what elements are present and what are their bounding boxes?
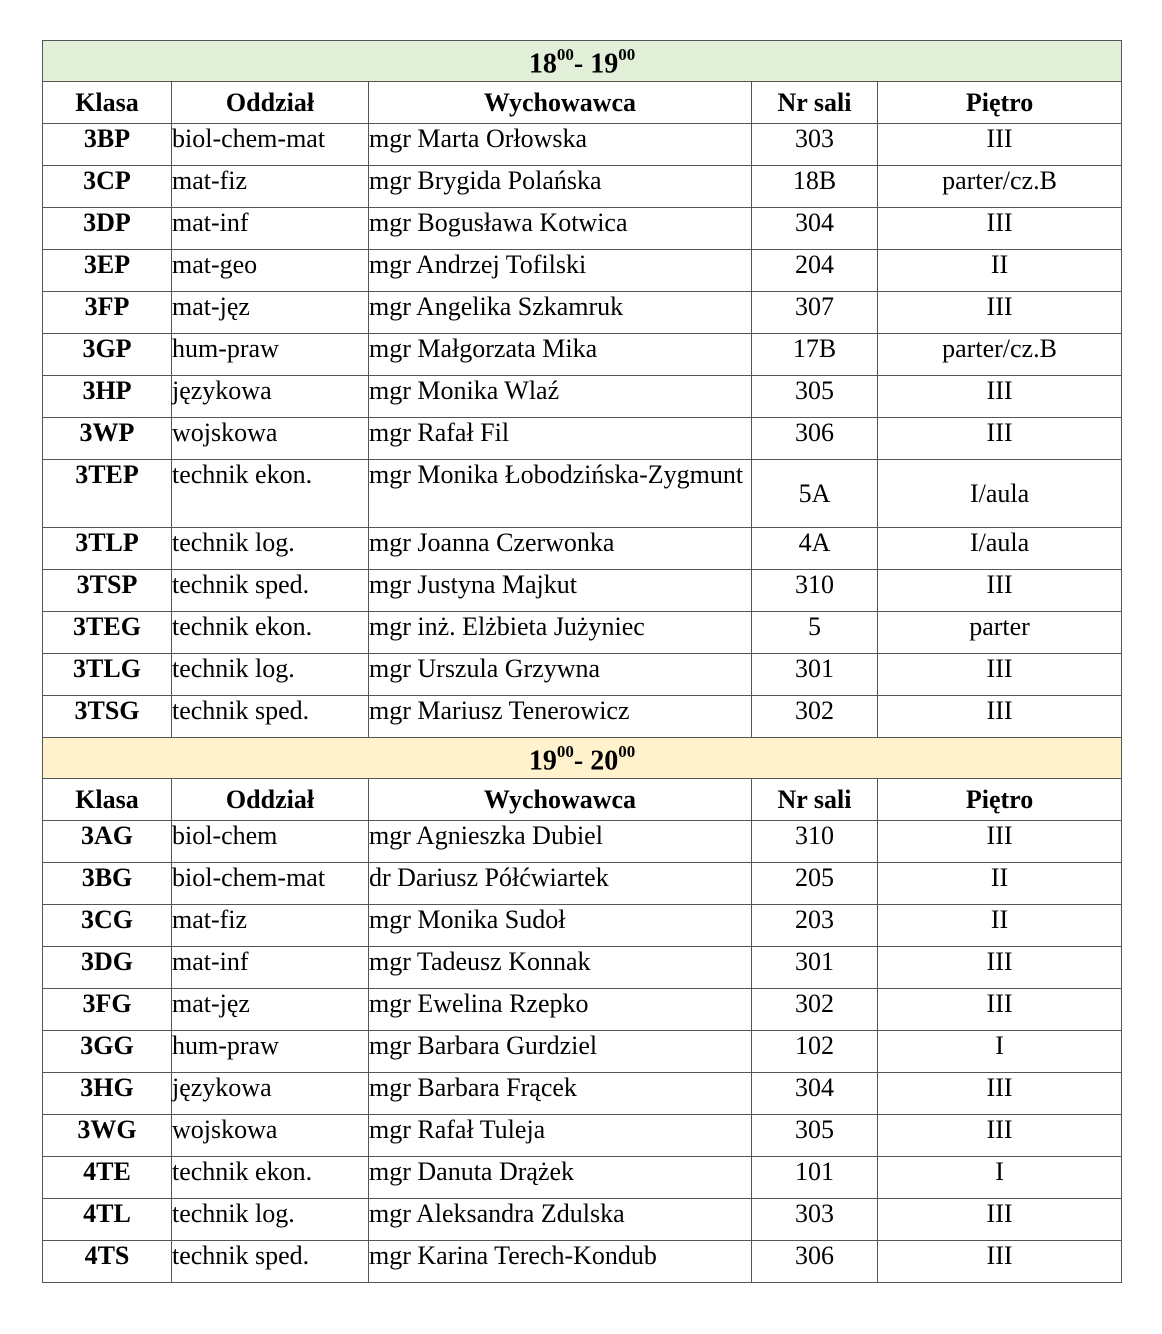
table-row: [43, 292, 1122, 334]
room-cell: 205: [752, 863, 878, 905]
table-row: [43, 208, 1122, 250]
room-cell: 307: [752, 292, 878, 334]
table-row: [43, 1157, 1122, 1199]
division-cell: technik sped.: [172, 570, 369, 612]
time-time-end: 20: [590, 745, 619, 777]
teacher-cell: mgr Andrzej Tofilski: [369, 250, 752, 292]
division-cell: wojskowa: [172, 1115, 369, 1157]
division-cell: językowa: [172, 376, 369, 418]
teacher-cell: mgr Tadeusz Konnak: [369, 947, 752, 989]
header-nr-sali: Nr sali: [752, 779, 878, 821]
class-cell: 3BP: [43, 124, 172, 166]
class-cell: 3TLP: [43, 528, 172, 570]
division-cell: hum-praw: [172, 334, 369, 376]
division-cell: językowa: [172, 1073, 369, 1115]
floor-cell: III: [878, 1241, 1122, 1283]
time-time-end: 19: [590, 48, 619, 80]
header-oddzial: Oddział: [172, 82, 369, 124]
floor-cell: III: [878, 1073, 1122, 1115]
division-cell: hum-praw: [172, 1031, 369, 1073]
room-cell: 302: [752, 696, 878, 738]
floor-cell: III: [878, 1115, 1122, 1157]
division-cell: mat-jęz: [172, 989, 369, 1031]
teacher-cell: mgr Barbara Frącek: [369, 1073, 752, 1115]
teacher-cell: mgr Agnieszka Dubiel: [369, 821, 752, 863]
class-cell: 3TSP: [43, 570, 172, 612]
division-cell: mat-fiz: [172, 905, 369, 947]
room-cell: 102: [752, 1031, 878, 1073]
room-cell: 306: [752, 418, 878, 460]
division-cell: biol-chem-mat: [172, 124, 369, 166]
floor-cell: parter/cz.B: [878, 166, 1122, 208]
class-cell: 4TL: [43, 1199, 172, 1241]
class-cell: 3CP: [43, 166, 172, 208]
class-cell: 3HP: [43, 376, 172, 418]
floor-cell: I/aula: [878, 528, 1122, 570]
time-time-sep: -: [573, 48, 591, 80]
teacher-cell: mgr Ewelina Rzepko: [369, 989, 752, 1031]
floor-cell: II: [878, 905, 1122, 947]
floor-cell: III: [878, 1199, 1122, 1241]
time-time-start: 18: [528, 48, 557, 80]
teacher-cell: mgr Monika Łobodzińska-Zygmunt: [369, 460, 752, 528]
table-row: [43, 334, 1122, 376]
teacher-cell: mgr Rafał Fil: [369, 418, 752, 460]
header-klasa: Klasa: [43, 779, 172, 821]
header-wychowawca: Wychowawca: [369, 779, 752, 821]
time-time-end-sup: 00: [618, 742, 636, 762]
teacher-cell: mgr Joanna Czerwonka: [369, 528, 752, 570]
class-cell: 3HG: [43, 1073, 172, 1115]
floor-cell: parter/cz.B: [878, 334, 1122, 376]
table-row: [43, 696, 1122, 738]
room-cell: 301: [752, 654, 878, 696]
floor-cell: I: [878, 1031, 1122, 1073]
division-cell: technik ekon.: [172, 460, 369, 528]
class-cell: 3TLG: [43, 654, 172, 696]
floor-cell: II: [878, 863, 1122, 905]
room-cell: 304: [752, 208, 878, 250]
header-wychowawca: Wychowawca: [369, 82, 752, 124]
room-cell: 302: [752, 989, 878, 1031]
teacher-cell: mgr Brygida Polańska: [369, 166, 752, 208]
header-oddzial: Oddział: [172, 779, 369, 821]
floor-cell: III: [878, 208, 1122, 250]
division-cell: technik ekon.: [172, 1157, 369, 1199]
division-cell: biol-chem: [172, 821, 369, 863]
division-cell: mat-jęz: [172, 292, 369, 334]
floor-cell: III: [878, 570, 1122, 612]
room-cell: 17B: [752, 334, 878, 376]
floor-cell: III: [878, 947, 1122, 989]
table-row: [43, 250, 1122, 292]
room-cell: 4A: [752, 528, 878, 570]
table-row: [43, 166, 1122, 208]
division-cell: technik log.: [172, 654, 369, 696]
class-cell: 3WP: [43, 418, 172, 460]
table-row: [43, 989, 1122, 1031]
time-range: [43, 41, 1122, 82]
room-cell: 305: [752, 376, 878, 418]
teacher-cell: mgr Barbara Gurdziel: [369, 1031, 752, 1073]
room-cell: 204: [752, 250, 878, 292]
division-cell: mat-geo: [172, 250, 369, 292]
table-row: [43, 460, 1122, 528]
floor-cell: III: [878, 989, 1122, 1031]
table-row: [43, 418, 1122, 460]
class-cell: 4TE: [43, 1157, 172, 1199]
floor-cell: I: [878, 1157, 1122, 1199]
room-cell: 303: [752, 1199, 878, 1241]
table-row: [43, 905, 1122, 947]
schedule-body: [43, 41, 1122, 1283]
room-cell: 306: [752, 1241, 878, 1283]
teacher-cell: mgr Marta Orłowska: [369, 124, 752, 166]
teacher-cell: dr Dariusz Półćwiartek: [369, 863, 752, 905]
header-klasa: Klasa: [43, 82, 172, 124]
room-cell: 301: [752, 947, 878, 989]
class-cell: 3FG: [43, 989, 172, 1031]
floor-cell: III: [878, 821, 1122, 863]
class-cell: 3AG: [43, 821, 172, 863]
schedule-table: [42, 40, 1122, 1283]
room-cell: 310: [752, 821, 878, 863]
room-cell: 203: [752, 905, 878, 947]
floor-cell: III: [878, 292, 1122, 334]
division-cell: wojskowa: [172, 418, 369, 460]
table-row: [43, 612, 1122, 654]
table-row: [43, 654, 1122, 696]
time-time-start: 19: [528, 745, 557, 777]
room-cell: 101: [752, 1157, 878, 1199]
table-row: [43, 528, 1122, 570]
class-cell: 3CG: [43, 905, 172, 947]
teacher-cell: mgr Bogusława Kotwica: [369, 208, 752, 250]
class-cell: 3FP: [43, 292, 172, 334]
header-pietro: Piętro: [878, 779, 1122, 821]
time-range: [43, 738, 1122, 779]
table-row: [43, 863, 1122, 905]
floor-cell: III: [878, 124, 1122, 166]
class-cell: 3DP: [43, 208, 172, 250]
room-cell: 5: [752, 612, 878, 654]
division-cell: technik sped.: [172, 1241, 369, 1283]
teacher-cell: mgr Danuta Drążek: [369, 1157, 752, 1199]
class-cell: 3EP: [43, 250, 172, 292]
room-cell: 310: [752, 570, 878, 612]
teacher-cell: mgr Urszula Grzywna: [369, 654, 752, 696]
table-row: [43, 821, 1122, 863]
time-time-sep: -: [573, 745, 591, 777]
floor-cell: II: [878, 250, 1122, 292]
time-time-start-sup: 00: [556, 742, 574, 762]
floor-cell: III: [878, 696, 1122, 738]
teacher-cell: mgr Aleksandra Zdulska: [369, 1199, 752, 1241]
class-cell: 3DG: [43, 947, 172, 989]
floor-cell: III: [878, 376, 1122, 418]
table-row: [43, 376, 1122, 418]
time-time-end-sup: 00: [618, 45, 636, 65]
teacher-cell: mgr Rafał Tuleja: [369, 1115, 752, 1157]
floor-cell: I/aula: [878, 460, 1122, 528]
division-cell: biol-chem-mat: [172, 863, 369, 905]
division-cell: technik ekon.: [172, 612, 369, 654]
class-cell: 3TSG: [43, 696, 172, 738]
teacher-cell: mgr Mariusz Tenerowicz: [369, 696, 752, 738]
table-row: [43, 570, 1122, 612]
division-cell: mat-inf: [172, 208, 369, 250]
division-cell: technik log.: [172, 1199, 369, 1241]
time-time-start-sup: 00: [556, 45, 574, 65]
division-cell: technik log.: [172, 528, 369, 570]
teacher-cell: mgr Monika Sudoł: [369, 905, 752, 947]
table-row: [43, 1241, 1122, 1283]
table-row: [43, 1031, 1122, 1073]
teacher-cell: mgr Angelika Szkamruk: [369, 292, 752, 334]
floor-cell: parter: [878, 612, 1122, 654]
room-cell: 304: [752, 1073, 878, 1115]
teacher-cell: mgr Karina Terech-Kondub: [369, 1241, 752, 1283]
table-row: [43, 124, 1122, 166]
floor-cell: III: [878, 654, 1122, 696]
table-row: [43, 947, 1122, 989]
table-row: [43, 1073, 1122, 1115]
header-nr-sali: Nr sali: [752, 82, 878, 124]
floor-cell: III: [878, 418, 1122, 460]
room-cell: 18B: [752, 166, 878, 208]
table-row: [43, 1115, 1122, 1157]
header-row: [43, 82, 1122, 124]
room-cell: 5A: [752, 460, 878, 528]
header-pietro: Piętro: [878, 82, 1122, 124]
class-cell: 3TEG: [43, 612, 172, 654]
time-band: [43, 738, 1122, 779]
room-cell: 305: [752, 1115, 878, 1157]
table-row: [43, 1199, 1122, 1241]
time-band: [43, 41, 1122, 82]
class-cell: 3GG: [43, 1031, 172, 1073]
teacher-cell: mgr Justyna Majkut: [369, 570, 752, 612]
class-cell: 3TEP: [43, 460, 172, 528]
division-cell: mat-fiz: [172, 166, 369, 208]
class-cell: 3GP: [43, 334, 172, 376]
teacher-cell: mgr Monika Wlaź: [369, 376, 752, 418]
teacher-cell: mgr inż. Elżbieta Jużyniec: [369, 612, 752, 654]
teacher-cell: mgr Małgorzata Mika: [369, 334, 752, 376]
room-cell: 303: [752, 124, 878, 166]
class-cell: 3WG: [43, 1115, 172, 1157]
division-cell: mat-inf: [172, 947, 369, 989]
class-cell: 4TS: [43, 1241, 172, 1283]
division-cell: technik sped.: [172, 696, 369, 738]
header-row: [43, 779, 1122, 821]
class-cell: 3BG: [43, 863, 172, 905]
